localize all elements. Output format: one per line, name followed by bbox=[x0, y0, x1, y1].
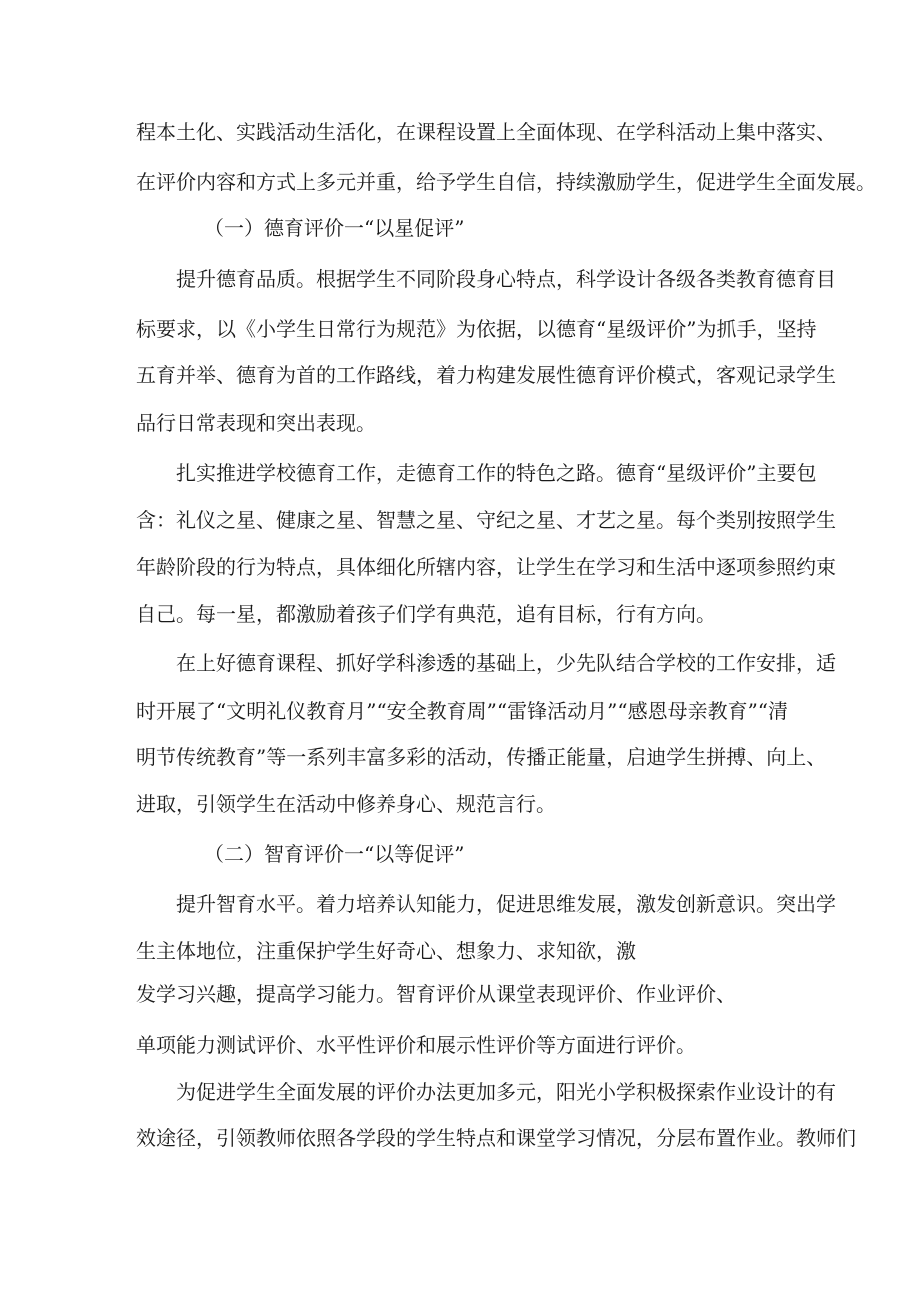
section1-para3-line-3: 明节传统教育”等一系列丰富多彩的活动，传播正能量，启迪学生拼搏、向上、 bbox=[136, 745, 827, 769]
section2-para1-line-1: 提升智育水平。着力培养认知能力，促进思维发展，激发创新意识。突出学 bbox=[176, 892, 836, 916]
section1-para1-line-3: 五育并举、德育为首的工作路线，着力构建发展性德育评价模式，客观记录学生 bbox=[136, 363, 836, 387]
section1-heading: （一）德育评价一“以星促评” bbox=[204, 216, 465, 240]
section2-para2-line-2: 效途径，引领教师依照各学段的学生特点和课堂学习情况，分层布置作业。教师们 bbox=[136, 1126, 856, 1150]
section1-para3-line-4: 进取，引领学生在活动中修养身心、规范言行。 bbox=[136, 792, 556, 816]
section1-para3-line-2: 时开展了“文明礼仪教育月”“安全教育周”“雷锋活动月”“感恩母亲教育”“清 bbox=[136, 699, 789, 723]
section1-para2-line-2: 含：礼仪之星、健康之星、智慧之星、守纪之星、才艺之星。每个类别按照学生 bbox=[136, 508, 836, 532]
section1-para2-line-1: 扎实推进学校德育工作，走德育工作的特色之路。德育“星级评价”主要包 bbox=[176, 461, 817, 485]
intro-line-2: 在评价内容和方式上多元并重，给予学生自信，持续激励学生，促进学生全面发展。 bbox=[136, 170, 876, 194]
section2-para2-line-1: 为促进学生全面发展的评价办法更加多元，阳光小学积极探索作业设计的有 bbox=[176, 1080, 836, 1104]
section1-para1-line-2: 标要求，以《小学生日常行为规范》为依据，以德育“星级评价”为抓手，坚持 bbox=[136, 317, 817, 341]
section2-para1-line-3: 发学习兴趣，提高学习能力。智育评价从课堂表现评价、作业评价、 bbox=[136, 982, 736, 1006]
section2-heading: （二）智育评价一“以等促评” bbox=[204, 842, 465, 866]
section1-para1-line-4: 品行日常表现和突出表现。 bbox=[136, 411, 376, 435]
intro-line-1: 程本土化、实践活动生活化，在课程设置上全面体现、在学科活动上集中落实、 bbox=[136, 120, 836, 144]
section2-para1-line-4: 单项能力测试评价、水平性评价和展示性评价等方面进行评价。 bbox=[136, 1033, 696, 1057]
section1-para3-line-1: 在上好德育课程、抓好学科渗透的基础上，少先队结合学校的工作安排，适 bbox=[176, 651, 836, 675]
section2-para1-line-2: 生主体地位，注重保护学生好奇心、想象力、求知欲，激 bbox=[136, 939, 636, 963]
section1-para1-line-1: 提升德育品质。根据学生不同阶段身心特点，科学设计各级各类教育德育目 bbox=[176, 267, 836, 291]
section1-para2-line-3: 年龄阶段的行为特点，具体细化所辖内容，让学生在学习和生活中逐项参照约束 bbox=[136, 555, 836, 579]
section1-para2-line-4: 自己。每一星，都激励着孩子们学有典范，追有目标，行有方向。 bbox=[136, 602, 716, 626]
